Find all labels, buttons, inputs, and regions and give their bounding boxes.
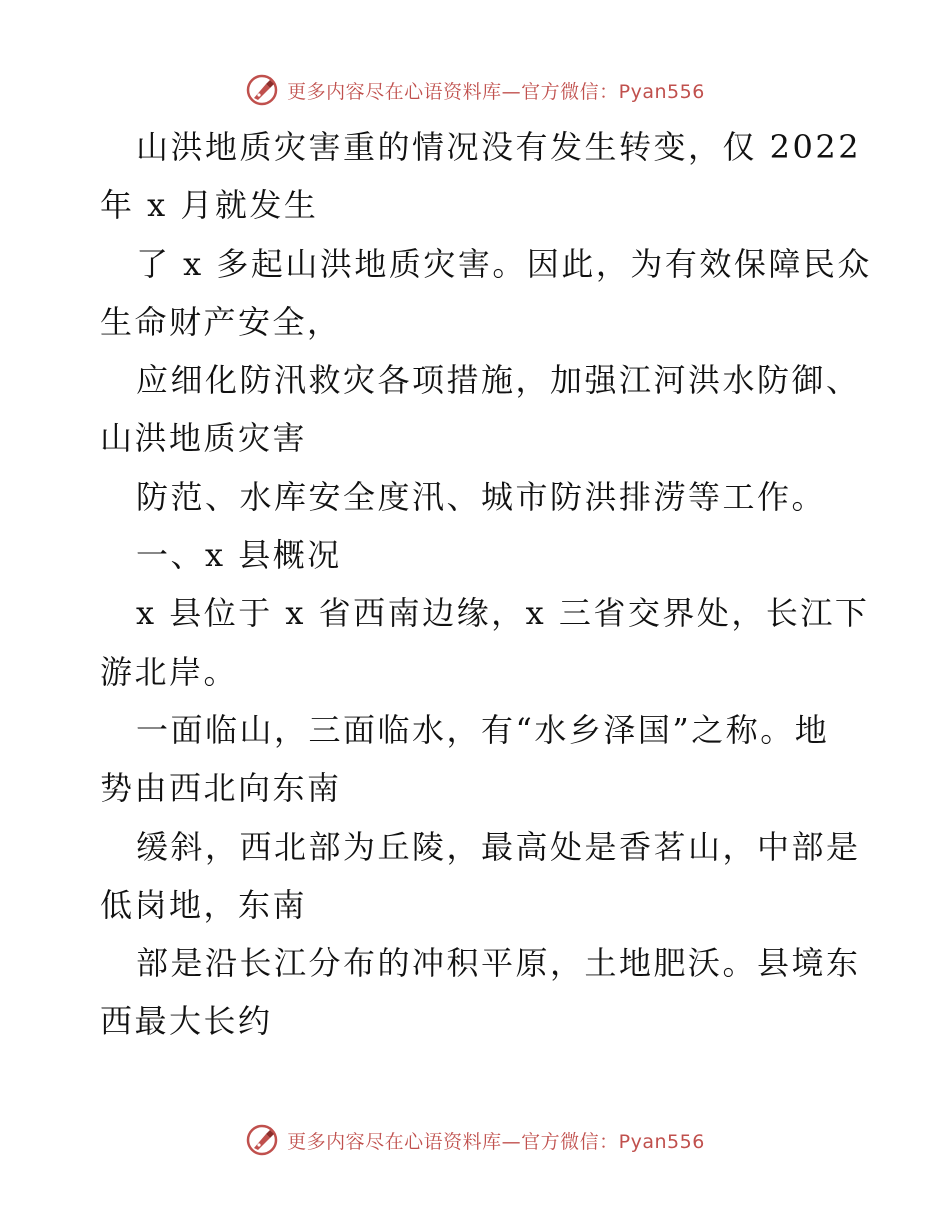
text-line: 低岗地，东南 [100,885,308,924]
text-line: 了 x 多起山洪地质灾害。因此，为有效保障民众 [136,244,872,283]
text-line: 一面临山，三面临水，有“水乡泽国”之称。地 [136,710,830,749]
text-line: 西最大长约 [100,1002,273,1041]
text-line: 生命财产安全， [100,302,342,341]
footer-banner [0,1120,950,1160]
text-line: 年 x 月就发生 [100,186,319,225]
text-line: 缓斜，西北部为丘陵，最高处是香茗山，中部是 [136,827,861,866]
header-banner-text: 更多内容尽在心语资料库—官方微信：Pyan556 [287,80,705,103]
header-banner [0,70,950,110]
footer-banner-text: 更多内容尽在心语资料库—官方微信：Pyan556 [287,1130,705,1153]
pen-nib-logo-icon [245,73,279,107]
text-line: 防范、水库安全度汛、城市防洪排涝等工作。 [136,477,827,516]
text-line: 应细化防汛救灾各项措施，加强江河洪水防御、 [136,361,861,400]
section-heading: 一、x 县概况 [136,536,342,575]
pen-nib-logo-icon [245,1123,279,1157]
text-line: 山洪地质灾害重的情况没有发生转变，仅 2022 [136,128,862,166]
text-line: x 县位于 x 省西南边缘，x 三省交界处，长江下 [136,594,870,633]
text-line: 势由西北向东南 [100,769,342,808]
text-line: 部是沿长江分布的冲积平原，土地肥沃。县境东 [136,944,861,983]
text-line: 山洪地质灾害 [100,419,308,458]
text-line: 游北岸。 [100,652,239,691]
document-body [100,118,872,1051]
